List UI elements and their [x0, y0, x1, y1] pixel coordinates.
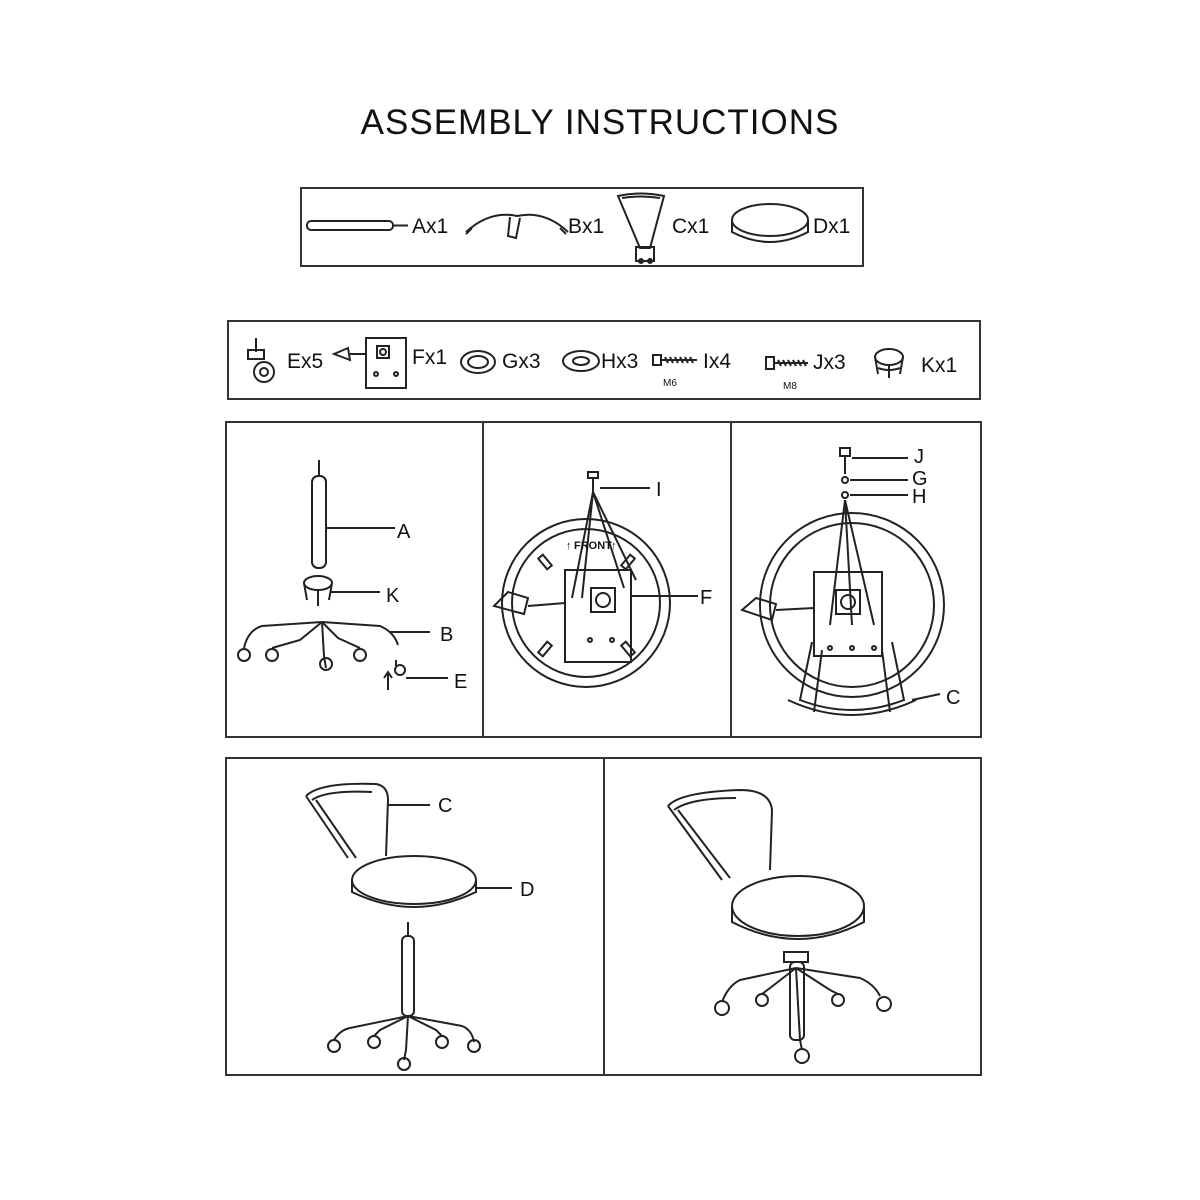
page-title: ASSEMBLY INSTRUCTIONS	[360, 103, 840, 142]
part-h-icon	[563, 351, 599, 371]
step3-label-g: G	[912, 468, 928, 490]
part-i-size: M6	[663, 378, 677, 389]
part-j-icon	[766, 357, 808, 369]
part-g-icon	[461, 351, 495, 373]
part-k-label: Kx1	[921, 354, 958, 377]
step1-label-a: A	[397, 521, 411, 543]
part-h-label: Hx3	[601, 350, 639, 373]
step3-label-j: J	[914, 446, 924, 468]
step1-label-k: K	[386, 585, 400, 607]
part-e-label: Ex5	[287, 350, 324, 373]
step2-label-f: F	[700, 587, 713, 609]
step-1-illustration	[238, 460, 448, 690]
step3-label-c: C	[946, 687, 961, 709]
part-f-icon	[334, 338, 406, 388]
part-d-label: Dx1	[813, 215, 851, 238]
part-c-label: Cx1	[672, 215, 710, 238]
step2-front-marker-right: ↑	[611, 540, 617, 552]
part-j-size: M8	[783, 381, 797, 392]
part-g-label: Gx3	[502, 350, 541, 373]
step-2-illustration	[494, 472, 698, 687]
part-j-label: Jx3	[813, 351, 846, 374]
step4-label-c: C	[438, 795, 453, 817]
part-i-label: Ix4	[703, 350, 732, 373]
part-e-icon	[248, 338, 274, 382]
step2-label-i: I	[656, 479, 662, 501]
part-a-icon	[307, 221, 408, 230]
step-5-illustration	[668, 790, 891, 1063]
step2-front-text: FRONT	[574, 540, 612, 552]
part-f-label: Fx1	[412, 346, 448, 369]
step1-label-e: E	[454, 671, 468, 693]
step3-label-h: H	[912, 486, 927, 508]
step2-front-marker: ↑	[566, 540, 572, 552]
part-c-icon	[618, 194, 664, 264]
step1-label-b: B	[440, 624, 454, 646]
step-4-illustration	[306, 784, 512, 1070]
step4-label-d: D	[520, 879, 535, 901]
part-b-icon	[466, 215, 568, 238]
part-k-icon	[875, 349, 903, 378]
part-i-icon	[653, 355, 697, 365]
part-b-label: Bx1	[568, 215, 605, 238]
part-a-label: Ax1	[412, 215, 449, 238]
part-d-icon	[732, 204, 808, 242]
